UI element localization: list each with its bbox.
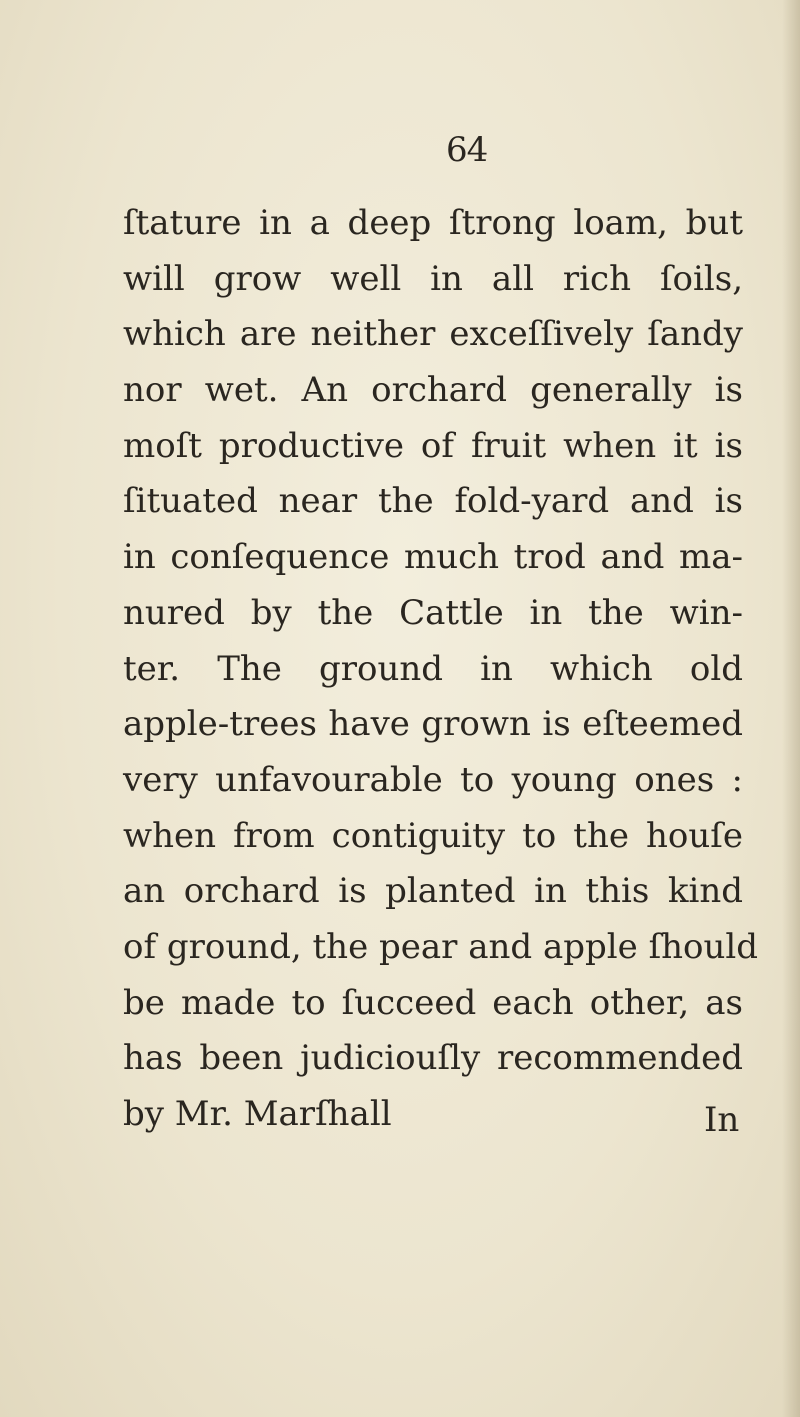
text-line: ter. The ground in which old <box>123 648 743 689</box>
text-line: very unfavourable to young ones : <box>123 759 743 800</box>
text-line: will grow well in all rich ſoils, <box>123 258 743 299</box>
text-line: of ground, the pear and apple ſhould <box>123 926 759 967</box>
text-line: nor wet. An orchard generally is <box>123 370 743 411</box>
body-text <box>123 196 759 1143</box>
page-number: 64 <box>446 130 488 170</box>
page-edge-shadow <box>782 0 800 1417</box>
text-line: ſituated near the fold-yard and is <box>123 481 743 522</box>
text-line: be made to ſucceed each other, as <box>123 982 743 1023</box>
text-line: in conſequence much trod and ma- <box>123 537 743 578</box>
text-line: when from contiguity to the houſe <box>123 815 743 856</box>
text-line: apple-trees have grown is eſteemed <box>123 704 743 745</box>
text-line: nured by the Cattle in the win- <box>123 592 743 633</box>
text-line: which are neither exceſſively ſandy <box>123 314 743 355</box>
text-line: moſt productive of fruit when it is <box>123 425 743 466</box>
text-line: has been judiciouſly recommended <box>123 1038 743 1079</box>
text-line: by Mr. Marſhall <box>123 1094 392 1134</box>
text-line: an orchard is planted in this kind <box>123 871 743 912</box>
catchword: In <box>704 1100 740 1140</box>
text-line: ſtature in a deep ſtrong loam, but <box>123 203 743 243</box>
